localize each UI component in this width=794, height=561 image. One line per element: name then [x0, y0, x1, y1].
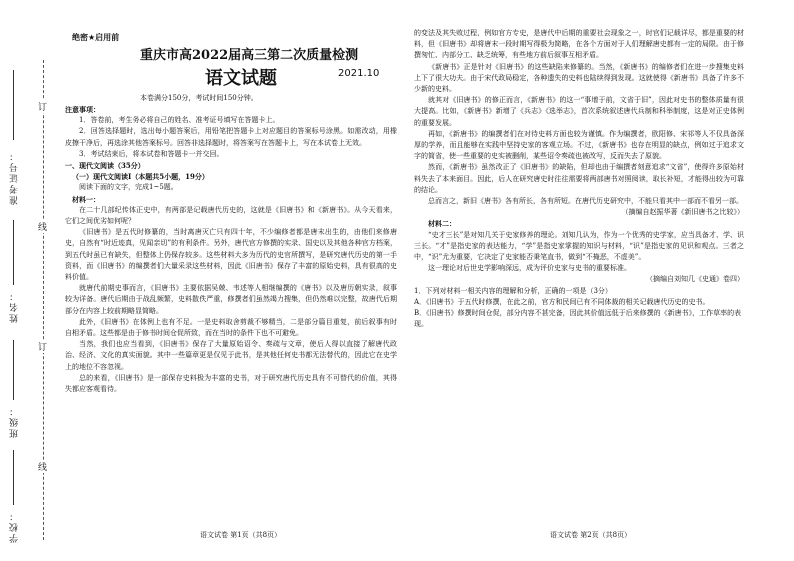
section-heading: 一、现代文阅读（35分） — [65, 161, 145, 171]
secret-mark: 绝密★启用前 — [72, 33, 120, 42]
page-footer: 语文试卷 第2页（共8页） — [550, 531, 632, 539]
page-1-column — [65, 104, 397, 395]
notes-title: 注意事项： — [65, 105, 100, 114]
binding-margin — [0, 0, 58, 561]
exam-no-line[interactable] — [13, 70, 14, 140]
option-b: B．《旧唐书》修撰时间仓促，部分内容不甚完备，因此其价值远低于后来修撰的《新唐书》，工作草率的表现。 — [414, 309, 742, 329]
exam-info: 本卷满分150分，考试时间150分钟。 — [140, 94, 258, 102]
paragraph: 《新唐书》正是针对《旧唐书》的这些缺陷来修纂的。当然，《新唐书》的编修者们在进一步搜集史料上下了很大功夫。由于宋代政局稳定，各种遗失的史料也陆续得到发现。这就使得《新唐书》具备了许多不少新的史料。 — [414, 62, 744, 94]
school-label: 学校： — [10, 510, 20, 543]
exam-title: 重庆市高2022届高三第二次质量检测 — [140, 48, 359, 63]
paragraph: 就其对《旧唐书》的修正而言，《新唐书》的这一“事增于前，文省于旧”，因此对史书的整体质量有很大提高。比如，《新唐书》新增了《兵志》《选举志》，首次系统叙述唐代兵制和科举制度，这是对正史体例的重要发展。 — [414, 96, 744, 127]
paragraph: 当然，我们也应当看到，《旧唐书》保存了大量原始诏令、奏疏与文章，使后人得以直接了解唐代政治、经济、文化的真实面貌。其中一些篇章更是仅见于此书，是其他任何史书都无法替代的，因此它在史学上的地位不容忽视。 — [65, 340, 397, 371]
source-citation: （摘编自刘知几《史通》卷四） — [646, 275, 744, 284]
subsection-heading: （一）现代文阅读Ⅰ（本题共5小题，19分） — [72, 172, 209, 182]
note-item: 1．答卷前，考生务必将自己的姓名、准考证号填写在答题卡上。 — [79, 116, 280, 125]
exam-date: 2021.10 — [338, 68, 380, 79]
name-line[interactable] — [13, 220, 14, 285]
paragraph: 就唐代前期史事而言，《旧唐书》主要依据吴兢、韦述等人相继编撰的《唐书》以及唐历朝实录，叙事较为详备。唐代后期由于战乱频繁，史料散佚严重，修撰者们虽然竭力搜集，但仍然难以完整，故唐代后期部分在内容上较前期略显简略。 — [65, 284, 397, 315]
seal-mark: 订 — [38, 100, 47, 113]
source-citation: （摘编自赵振华著《新旧唐书之比较》） — [621, 208, 744, 217]
subject-title: 语文试题 — [205, 68, 277, 89]
material-1-title: 材料一： — [72, 194, 100, 204]
paragraph: 再如，《新唐书》的编撰者们在对待史料方面也较为谨慎。作为编撰者，欧阳修、宋祁等人不仅具备深厚的学养，而且能够在实践中坚持史家的客观立场。不过，《新唐书》也存在明显的缺点，例如过于追求文字的简省，使一些重要的史实被删削，某些诏令奏疏也被改写，反而失去了原貌。 — [414, 129, 744, 161]
material-2-title: 材料二： — [428, 219, 456, 229]
note-item: 2．回答选择题时，选出每小题答案后，用铅笔把答题卡上对应题目的答案标号涂黑。如需改动，用橡皮擦干净后，再选涂其他答案标号。回答非选择题时，将答案写在答题卡上，写在本试卷上无效。 — [65, 127, 397, 147]
paragraph: 总而言之，新旧《唐书》各有所长，各有所短。在唐代历史研究中，不能只看其中一部而不看另一部。 — [428, 197, 743, 206]
note-item: 3．考试结束后，将本试卷和答题卡一并交回。 — [79, 149, 224, 158]
paragraph: “史才三长”是对知几关于史家修养的理论。刘知几认为，作为一个优秀的史学家，应当具备才、学、识三长。“才”是指史家的表达能力，“学”是指史家掌握的知识与材料，“识”是指史家的见识和观点。三者之中，“识”尤为重要，它决定了史家能否秉笔直书，做到“不掩恶，不虚美”。 — [414, 230, 744, 262]
seal-mark: 订 — [38, 340, 47, 353]
paragraph: 在二十几部纪传体正史中，有两部是记载唐代历史的，这就是《旧唐书》和《新唐书》。从今天看来，它们之间优劣如何呢？ — [65, 205, 397, 226]
class-label: 班级： — [10, 405, 20, 438]
option-a: A．《旧唐书》于五代时修撰，在此之前，官方和民间已有不同体裁的相关记载唐代历史的史书。 — [414, 297, 710, 306]
paragraph: 然而，《新唐书》虽然改正了《旧唐书》的缺陷，但却也由于编撰者刻意追求“文省”，使得许多原始材料失去了本来面目。因此，后人在研究唐史时往往需要将两部唐书对照阅读，取长补短，才能得出较为可靠的结论。 — [414, 163, 744, 194]
page-footer: 语文试卷 第1页（共8页） — [200, 531, 282, 539]
instructions: 阅读下面的文字，完成1~5题。 — [79, 183, 178, 192]
school-line[interactable] — [13, 450, 14, 505]
class-line[interactable] — [13, 340, 14, 400]
paragraph: 《旧唐书》是五代时修纂的，当时离唐灭亡只有四十年，不少编修者都是唐末出生的，由他们来修唐史，自然有“时近迹真，见闻亲切”的有利条件。另外，唐代官方修撰的实录、国史以及其他各种官方档案，到五代时虽已有缺失，但整体上仍保存较多。这些材料大多为历代的史官所撰写，是研究唐代历史的第一手资料，而《旧唐书》的编撰者们大量采录这些材料，因此《旧唐书》保存了丰富的原始史料，具有很高的史料价值。 — [65, 228, 397, 282]
question-1: 1．下列对材料一相关内容的理解和分析，正确的一项是（3分） — [414, 286, 612, 295]
seal-mark: 线 — [38, 220, 47, 233]
paragraph: 此外，《旧唐书》在体例上也有不足。一是史料取舍剪裁不够精当，二是部分篇目重复，前后叙事有时自相矛盾。这些都是由于修书时间仓促所致，而在当时的条件下也不可避免。 — [65, 317, 397, 338]
page-2-column — [414, 28, 744, 330]
paragraph: 的变法及其失败过程，例如官方专史，是唐代中后期的重要社会现象之一，时官们记载详尽，都是重要的材料，但《旧唐书》却将唐末一段时期写得极为简略，在各个方面对于人们理解唐史都有一定的局限。由于修撰匆忙、内部分工、缺乏统筹，有些地方前后叙事互相矛盾。 — [414, 29, 744, 60]
exam-no-label: 准考证号： — [10, 150, 20, 205]
seal-mark: 线 — [38, 460, 47, 473]
paragraph: 总的来看，《旧唐书》是一部保存史料极为丰富的史书，对于研究唐代历史具有不可替代的价值，其得失都应客观看待。 — [65, 373, 397, 394]
name-label: 姓名： — [10, 290, 20, 323]
paragraph: 这一理论对后世史学影响深远，成为评价史家与史书的重要标准。 — [428, 264, 631, 273]
